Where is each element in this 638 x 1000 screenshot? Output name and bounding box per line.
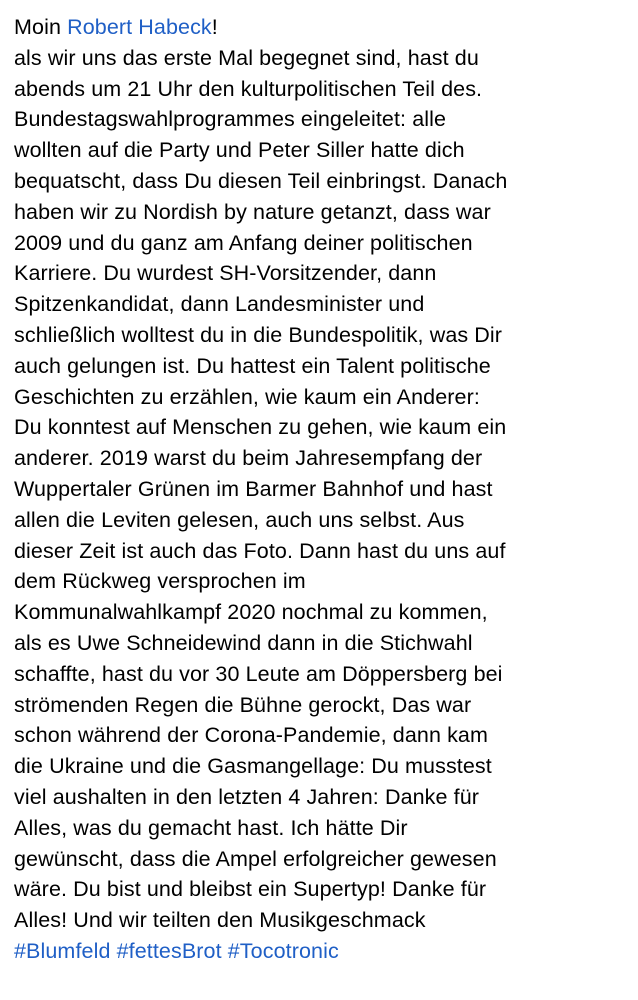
body-line: Alles, was du gemacht hast. Ich hätte Dir bbox=[14, 815, 408, 840]
greeting-suffix: ! bbox=[211, 15, 218, 39]
body-line: dem Rückweg versprochen im bbox=[14, 569, 306, 594]
body-line: allen die Leviten gelesen, auch uns selbst. Aus bbox=[14, 507, 465, 532]
body-line: schließlich wolltest du in die Bundespolitik, was Dir bbox=[14, 322, 503, 347]
body-line: wollten auf die Party und Peter Siller hatte dich bbox=[14, 138, 465, 163]
body-line: Kommunalwahlkampf 2020 nochmal zu kommen, bbox=[14, 600, 488, 625]
body-line: Spitzenkandidat, dann Landesminister und bbox=[14, 292, 425, 317]
body-line: auch gelungen ist. Du hattest ein Talent politische bbox=[14, 353, 491, 378]
mention-link[interactable]: Robert Habeck bbox=[67, 15, 212, 39]
hashtag-tocotronic[interactable]: #Tocotronic bbox=[227, 938, 339, 963]
body-line: strömenden Regen die Bühne gerockt, Das war bbox=[14, 692, 472, 717]
body-line: die Ukraine und die Gasmangellage: Du musstest bbox=[14, 754, 492, 779]
body-line: 2009 und du ganz am Anfang deiner politischen bbox=[14, 230, 473, 255]
greeting-line bbox=[14, 12, 632, 43]
body-line: als es Uwe Schneidewind dann in die Stichwahl bbox=[14, 630, 473, 655]
body-line: Geschichten zu erzählen, wie kaum ein Anderer: bbox=[14, 384, 480, 409]
hashtag-fettesbrot[interactable]: #fettesBrot bbox=[116, 938, 222, 963]
body-line: haben wir zu Nordish by nature getanzt, dass war bbox=[14, 199, 491, 224]
body-line: schon während der Corona-Pandemie, dann kam bbox=[14, 723, 488, 748]
body-line: gewünscht, dass die Ampel erfolgreicher gewesen bbox=[14, 846, 497, 871]
body-line: Karriere. Du wurdest SH-Vorsitzender, dann bbox=[14, 261, 437, 286]
body-line: Du konntest auf Menschen zu gehen, wie kaum ein bbox=[14, 415, 507, 440]
body-line: viel aushalten in den letzten 4 Jahren: Danke für bbox=[14, 784, 480, 809]
body-line: schaffte, hast du vor 30 Leute am Döppersberg bei bbox=[14, 661, 503, 686]
hashtag-blumfeld[interactable]: #Blumfeld bbox=[14, 938, 111, 963]
body-line: Wuppertaler Grünen im Barmer Bahnhof und hast bbox=[14, 476, 493, 501]
body-line: anderer. 2019 warst du beim Jahresempfang der bbox=[14, 446, 483, 471]
body-line: abends um 21 Uhr den kulturpolitischen Teil des. bbox=[14, 76, 483, 101]
body-line: Alles! Und wir teilten den Musikgeschmack bbox=[14, 908, 426, 933]
body-line: bequatscht, dass Du diesen Teil einbringst. Danach bbox=[14, 168, 508, 193]
hashtag-line bbox=[14, 936, 632, 967]
body-line: dieser Zeit ist auch das Foto. Dann hast du uns auf bbox=[14, 538, 506, 563]
greeting-prefix: Moin bbox=[14, 15, 68, 39]
body-line: als wir uns das erste Mal begegnet sind, hast du bbox=[14, 45, 479, 70]
body-line: wäre. Du bist und bleibst ein Supertyp! Danke für bbox=[14, 877, 487, 902]
body-line: Bundestagswahlprogrammes eingeleitet: alle bbox=[14, 107, 447, 132]
